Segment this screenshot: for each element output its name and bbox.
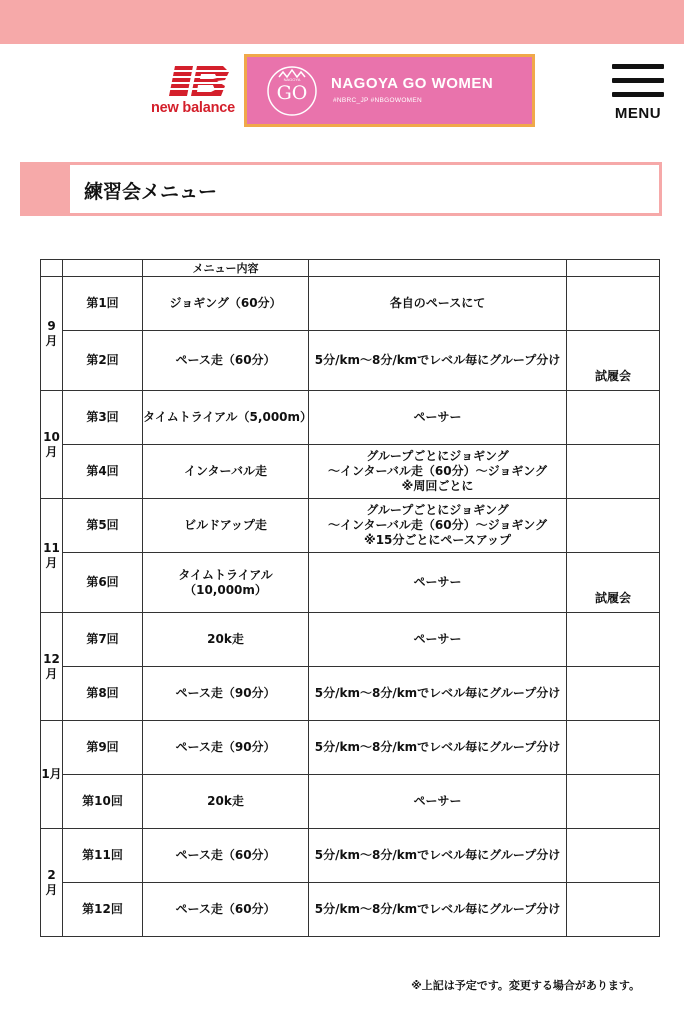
section-title: 練習会メニュー bbox=[84, 181, 218, 203]
detail-cell bbox=[309, 883, 567, 937]
detail-line: ※周回ごとに bbox=[401, 479, 474, 493]
menu-button[interactable] bbox=[606, 60, 670, 126]
month-cell bbox=[41, 613, 63, 721]
detail-line: 5分/km～8分/kmでレベル毎にグループ分け bbox=[314, 902, 561, 916]
note-cell bbox=[567, 613, 660, 667]
detail-line: 各自のペースにて bbox=[389, 296, 486, 310]
detail-line: ペーサー bbox=[413, 632, 462, 646]
table-row bbox=[41, 553, 660, 613]
month-cell bbox=[41, 277, 63, 391]
session-cell: 第3回 bbox=[63, 391, 143, 445]
session-cell: 第9回 bbox=[63, 721, 143, 775]
detail-cell bbox=[309, 391, 567, 445]
header-cell bbox=[567, 260, 660, 277]
top-bar bbox=[0, 0, 684, 44]
note-cell bbox=[567, 277, 660, 331]
note-cell bbox=[567, 445, 660, 499]
menu-cell: ジョギング（60分） bbox=[143, 277, 309, 331]
detail-cell bbox=[309, 277, 567, 331]
note-cell bbox=[567, 775, 660, 829]
session-cell: 第12回 bbox=[63, 883, 143, 937]
menu-label: MENU bbox=[614, 105, 662, 122]
month-label: 1月 bbox=[41, 767, 62, 781]
note-cell bbox=[567, 829, 660, 883]
detail-line: ～インターバル走（60分）～ジョギング bbox=[327, 464, 548, 478]
note-cell bbox=[567, 667, 660, 721]
detail-cell bbox=[309, 553, 567, 613]
note-cell bbox=[567, 721, 660, 775]
detail-cell bbox=[309, 775, 567, 829]
new-balance-logo[interactable] bbox=[145, 64, 241, 120]
detail-line: 5分/km～8分/kmでレベル毎にグループ分け bbox=[314, 686, 561, 700]
detail-cell bbox=[309, 721, 567, 775]
table-row bbox=[41, 277, 660, 331]
table-row bbox=[41, 775, 660, 829]
brand-text: new balance bbox=[150, 100, 236, 116]
month-label: 9 bbox=[47, 318, 56, 333]
month-label-suffix: 月 bbox=[45, 882, 58, 897]
menu-cell: ビルドアップ走 bbox=[143, 499, 309, 553]
session-cell: 第10回 bbox=[63, 775, 143, 829]
detail-cell bbox=[309, 829, 567, 883]
header-cell bbox=[63, 260, 143, 277]
hamburger-line-icon bbox=[612, 64, 664, 69]
header-cell bbox=[41, 260, 63, 277]
month-cell bbox=[41, 391, 63, 499]
footnote: ※上記は予定です。変更する場合があります。 bbox=[411, 979, 640, 992]
detail-line: グループごとにジョギング bbox=[366, 449, 509, 463]
detail-cell bbox=[309, 613, 567, 667]
detail-line: ペーサー bbox=[413, 575, 462, 589]
nb-logo-icon bbox=[163, 64, 233, 98]
menu-cell: タイムトライアル（10,000m） bbox=[143, 553, 309, 613]
practice-schedule-table bbox=[40, 259, 660, 937]
note-cell: 試履会 bbox=[567, 553, 660, 613]
month-label-suffix: 月 bbox=[45, 333, 58, 348]
section-header bbox=[20, 162, 662, 216]
month-cell bbox=[41, 721, 63, 829]
month-label: 12 bbox=[43, 651, 60, 666]
session-cell: 第4回 bbox=[63, 445, 143, 499]
session-cell: 第1回 bbox=[63, 277, 143, 331]
month-label: 10 bbox=[43, 429, 60, 444]
note-cell bbox=[567, 391, 660, 445]
note-cell bbox=[567, 883, 660, 937]
month-cell bbox=[41, 499, 63, 613]
detail-cell bbox=[309, 331, 567, 391]
emblem-text: GO bbox=[276, 82, 308, 104]
detail-cell bbox=[309, 667, 567, 721]
month-label: 11 bbox=[43, 540, 60, 555]
note-cell: 試履会 bbox=[567, 331, 660, 391]
menu-cell: 20k走 bbox=[143, 775, 309, 829]
table-row bbox=[41, 445, 660, 499]
table-row bbox=[41, 883, 660, 937]
detail-line: 5分/km～8分/kmでレベル毎にグループ分け bbox=[314, 848, 561, 862]
session-cell: 第7回 bbox=[63, 613, 143, 667]
note-cell bbox=[567, 499, 660, 553]
menu-cell: ペース走（90分） bbox=[143, 667, 309, 721]
session-cell: 第6回 bbox=[63, 553, 143, 613]
month-label: 2 bbox=[47, 867, 56, 882]
month-cell bbox=[41, 829, 63, 937]
table-row bbox=[41, 331, 660, 391]
hamburger-line-icon bbox=[612, 78, 664, 83]
month-label-suffix: 月 bbox=[45, 666, 58, 681]
session-cell: 第5回 bbox=[63, 499, 143, 553]
detail-line: ※15分ごとにペースアップ bbox=[364, 533, 511, 547]
table-row bbox=[41, 829, 660, 883]
detail-cell bbox=[309, 499, 567, 553]
emblem-small-text: NAGOYA bbox=[283, 77, 301, 82]
month-label-suffix: 月 bbox=[45, 555, 58, 570]
session-cell: 第11回 bbox=[63, 829, 143, 883]
nagoya-go-women-banner[interactable] bbox=[244, 54, 535, 127]
menu-cell: 20k走 bbox=[143, 613, 309, 667]
banner-hashtags: #NBRC_JP #NBGOWOMEN bbox=[333, 97, 423, 104]
detail-line: 5分/km～8分/kmでレベル毎にグループ分け bbox=[314, 353, 561, 367]
menu-cell: ペース走（60分） bbox=[143, 829, 309, 883]
detail-line: ペーサー bbox=[413, 410, 462, 424]
month-label-suffix: 月 bbox=[45, 444, 58, 459]
hamburger-line-icon bbox=[612, 92, 664, 97]
detail-line: ～インターバル走（60分）～ジョギング bbox=[327, 518, 548, 532]
table-header-row bbox=[41, 260, 660, 277]
detail-cell bbox=[309, 445, 567, 499]
table-row bbox=[41, 667, 660, 721]
detail-line: 5分/km～8分/kmでレベル毎にグループ分け bbox=[314, 740, 561, 754]
menu-cell: ペース走（60分） bbox=[143, 883, 309, 937]
detail-line: グループごとにジョギング bbox=[366, 503, 509, 517]
session-cell: 第8回 bbox=[63, 667, 143, 721]
table-row bbox=[41, 499, 660, 553]
table-row bbox=[41, 391, 660, 445]
detail-line: ペーサー bbox=[413, 794, 462, 808]
menu-cell: インターバル走 bbox=[143, 445, 309, 499]
header-cell bbox=[309, 260, 567, 277]
table-row bbox=[41, 721, 660, 775]
menu-cell: ペース走（60分） bbox=[143, 331, 309, 391]
menu-cell: ペース走（90分） bbox=[143, 721, 309, 775]
go-emblem-icon bbox=[265, 64, 319, 118]
banner-title: NAGOYA GO WOMEN bbox=[331, 75, 494, 92]
session-cell: 第2回 bbox=[63, 331, 143, 391]
header-cell-menu: メニュー内容 bbox=[143, 260, 309, 277]
menu-cell: タイムトライアル（5,000m） bbox=[143, 391, 309, 445]
table-row bbox=[41, 613, 660, 667]
